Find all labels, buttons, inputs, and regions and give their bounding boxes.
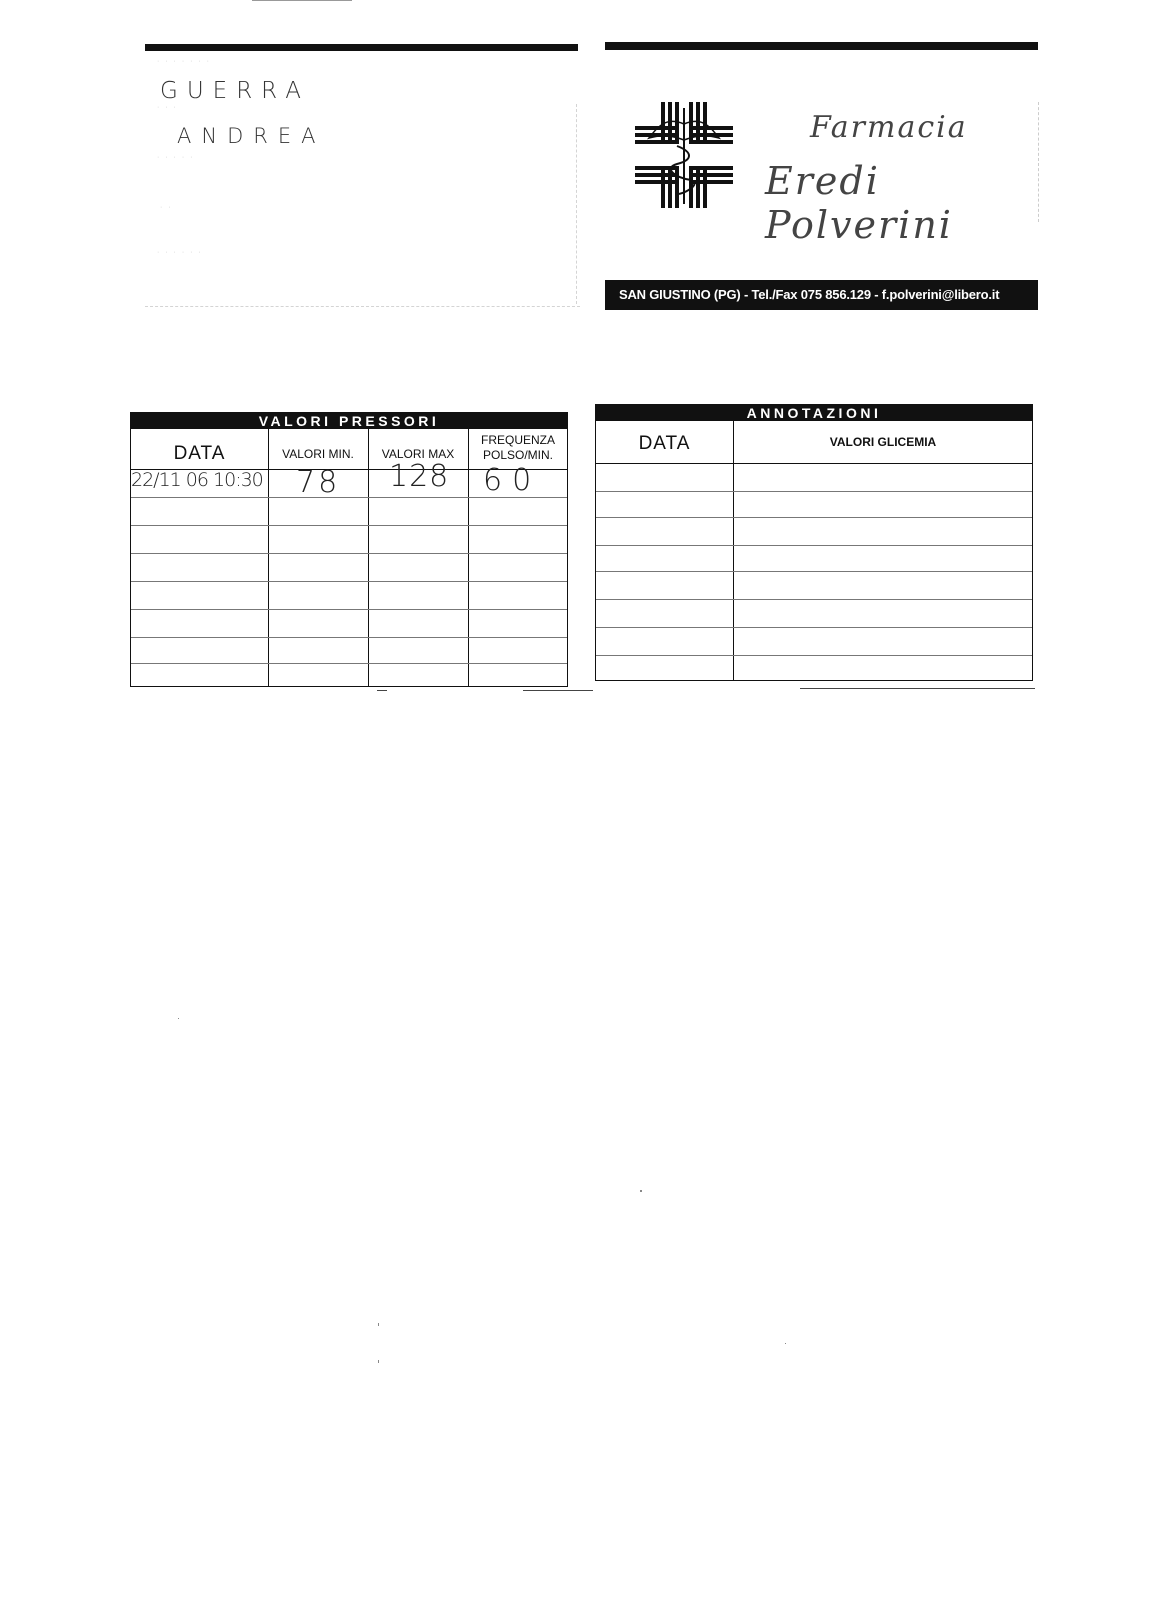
row-line — [596, 655, 1032, 656]
pharmacy-name-line2: Eredi Polverini — [765, 159, 953, 247]
pharmacy-cross-caduceus-icon — [635, 102, 733, 208]
scan-speck — [178, 1018, 179, 1019]
patient-card-header-bar — [145, 44, 578, 51]
header-date: DATA — [173, 443, 226, 464]
column-divider — [268, 429, 269, 686]
scan-speck — [785, 1343, 786, 1344]
pressure-values-table — [130, 412, 568, 687]
column-divider — [368, 429, 369, 686]
faint-field-label: · · · · · — [157, 154, 195, 161]
row-line — [131, 609, 567, 610]
reading-min: 78 — [296, 465, 341, 500]
card-edge-dashed — [576, 104, 577, 304]
pharmacy-card-header-bar — [605, 42, 1038, 50]
row-line — [596, 571, 1032, 572]
annotations-table-title: ANNOTAZIONI — [595, 404, 1033, 421]
scan-speck — [378, 1360, 379, 1363]
row-line — [596, 627, 1032, 628]
scan-speck — [378, 1323, 379, 1326]
row-line — [596, 463, 1032, 464]
row-line — [596, 491, 1032, 492]
pharmacy-name-line1: Farmacia — [810, 110, 968, 145]
faint-field-label: · · · — [157, 104, 178, 111]
pharmacy-card — [605, 42, 1040, 307]
row-line — [131, 581, 567, 582]
faint-field-label: · · — [160, 204, 173, 211]
scan-mark — [377, 690, 387, 691]
pharmacy-contact-footer: SAN GIUSTINO (PG) - Tel./Fax 075 856.129 - f.polverini@libero.it — [605, 280, 1038, 310]
row-line — [131, 663, 567, 664]
scan-top-rule — [252, 0, 352, 1]
patient-name: ANDREA — [177, 124, 326, 148]
header-date: DATA — [638, 433, 691, 454]
scan-mark — [523, 690, 593, 691]
row-line — [131, 525, 567, 526]
faint-field-label: · · · · · · — [157, 249, 203, 256]
row-line — [596, 545, 1032, 546]
pressure-table-title: VALORI PRESSORI — [130, 412, 568, 429]
header-glycemia-values: VALORI GLICEMIA — [829, 435, 937, 449]
scan-mark — [800, 688, 1035, 689]
annotations-table — [595, 404, 1033, 681]
header-max-values: VALORI MAX — [381, 447, 455, 461]
reading-max: 128 — [389, 459, 450, 494]
scan-speck — [640, 1190, 642, 1192]
row-line — [596, 599, 1032, 600]
header-pulse-frequency: FREQUENZA POLSO/MIN. — [480, 433, 555, 462]
card-edge-dashed — [1038, 102, 1039, 222]
row-line — [131, 637, 567, 638]
reading-pulse: 60 — [483, 463, 542, 498]
header-min-values: VALORI MIN. — [282, 447, 354, 461]
patient-data-card — [145, 44, 580, 309]
row-line — [131, 553, 567, 554]
faint-field-label: · · · · · · · — [157, 58, 211, 65]
column-divider — [468, 429, 469, 686]
patient-surname: GUERRA — [160, 78, 310, 104]
row-line — [596, 517, 1032, 518]
reading-date: 22/11 06 10:30 — [131, 469, 263, 491]
column-divider — [733, 421, 734, 680]
card-bottom-dashed — [145, 306, 580, 307]
